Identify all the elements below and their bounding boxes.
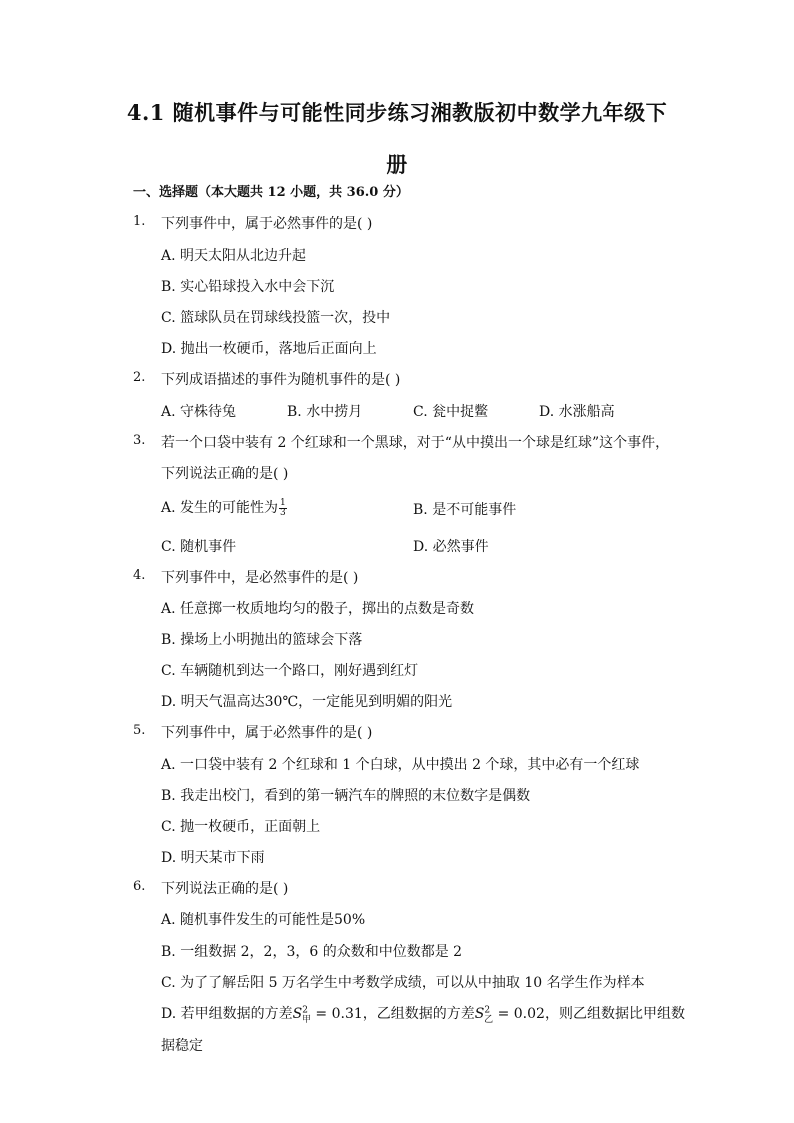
option-a: A. 任意掷一枚质地均匀的骰子，掷出的点数是奇数 (161, 601, 475, 617)
option-a-text: A. 发生的可能性为 (161, 500, 279, 516)
fraction-denominator: 3 (280, 507, 286, 518)
option-d: D. 必然事件 (413, 539, 489, 555)
question-number: 2. (133, 370, 146, 385)
option-a (161, 497, 287, 518)
title-line-1: 4.1 随机事件与可能性同步练习湘教版初中数学九年级下 (126, 100, 668, 125)
superscript: 2 (302, 1005, 308, 1016)
title-line-2: 册 (386, 152, 408, 177)
question-number: 1. (133, 214, 146, 229)
fraction-numerator: 1 (280, 497, 286, 508)
option-a: A. 一口袋中装有 2 个红球和 1 个白球，从中摸出 2 个球，其中必有一个红球 (161, 757, 640, 773)
option-d-end: = 0.02，则乙组数据比甲组数 (493, 1006, 685, 1022)
option-d-continued: 据稳定 (161, 1038, 203, 1054)
question-stem: 若一个口袋中装有 2 个红球和一个黑球，对于“从中摸出一个球是红球”这个事件， (161, 435, 670, 451)
fraction (279, 499, 287, 518)
option-a: A. 明天太阳从北边升起 (161, 248, 307, 264)
question-number: 4. (133, 568, 146, 583)
question-number: 3. (133, 433, 146, 448)
option-c: C. 随机事件 (161, 539, 237, 555)
superscript: 2 (484, 1005, 491, 1016)
option-d: D. 水涨船高 (539, 404, 615, 420)
question-number: 6. (133, 879, 146, 894)
option-c: C. 抛一枚硬币，正面朝上 (161, 819, 321, 835)
question-number: 5. (133, 723, 146, 738)
option-b: B. 我走出校门，看到的第一辆汽车的牌照的末位数字是偶数 (161, 788, 531, 804)
option-b: B. 操场上小明抛出的篮球会下落 (161, 632, 363, 648)
option-b: B. 水中捞月 (287, 404, 363, 420)
question-stem: 下列事件中，属于必然事件的是( ) (161, 216, 373, 232)
question-stem: 下列成语描述的事件为随机事件的是( ) (161, 372, 401, 388)
option-a: A. 随机事件发生的可能性是50% (161, 912, 366, 928)
variance-symbol: S (474, 1006, 485, 1022)
option-d: D. 抛出一枚硬币，落地后正面向上 (161, 341, 377, 357)
subscript: 乙 (484, 1014, 494, 1025)
option-c: C. 瓮中捉鳖 (413, 404, 489, 420)
option-d: D. 明天某市下雨 (161, 850, 265, 866)
option-d: D. 明天气温高达30℃，一定能见到明媚的阳光 (161, 694, 453, 710)
question-stem-continued: 下列说法正确的是( ) (161, 466, 289, 482)
option-b: B. 实心铅球投入水中会下沉 (161, 279, 335, 295)
variance-symbol: S (292, 1006, 303, 1022)
option-a: A. 守株待兔 (161, 404, 237, 420)
option-b: B. 是不可能事件 (413, 502, 517, 518)
option-c: C. 为了了解岳阳 5 万名学生中考数学成绩，可以从中抽取 10 名学生作为样本 (161, 975, 645, 991)
section-heading: 一、选择题（本大题共 12 小题，共 36.0 分） (133, 185, 409, 200)
option-d (161, 1003, 685, 1025)
option-c: C. 车辆随机到达一个路口，刚好遇到红灯 (161, 663, 419, 679)
option-d-prefix: D. 若甲组数据的方差 (161, 1006, 293, 1022)
document-title (120, 92, 674, 186)
question-stem: 下列事件中，是必然事件的是( ) (161, 570, 359, 586)
subscript: 甲 (301, 1014, 311, 1025)
option-b: B. 一组数据 2，2，3，6 的众数和中位数都是 2 (161, 944, 463, 960)
option-c: C. 篮球队员在罚球线投篮一次，投中 (161, 310, 391, 326)
option-d-middle: = 0.31，乙组数据的方差 (310, 1006, 475, 1022)
question-stem: 下列说法正确的是( ) (161, 881, 289, 897)
question-stem: 下列事件中，属于必然事件的是( ) (161, 725, 373, 741)
